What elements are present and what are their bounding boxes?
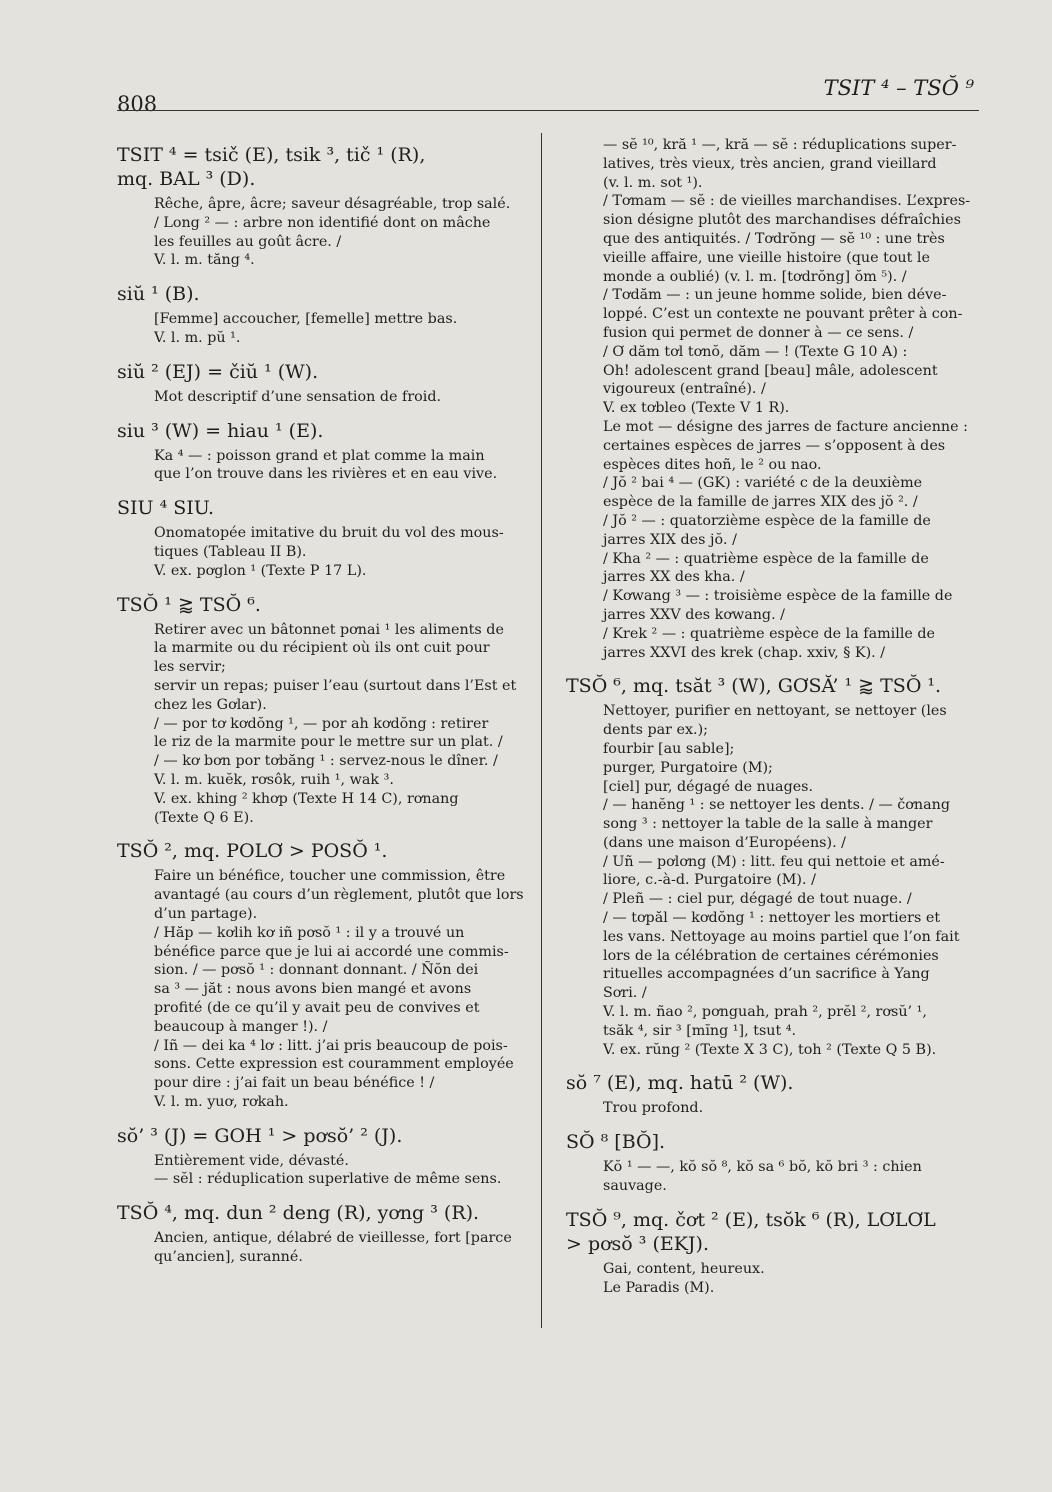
entry-definition: [154, 1152, 531, 1190]
dictionary-entry: [566, 1071, 978, 1118]
definition-line: Sơri. /: [603, 985, 647, 1002]
continuation-line: (v. l. m. sot ¹).: [603, 174, 703, 191]
definition-line: — sĕl : réduplication superlative de même sens.: [154, 1171, 502, 1188]
entry-headword: [117, 593, 531, 617]
dictionary-entry: [117, 839, 531, 1111]
dictionary-entry: [117, 282, 531, 348]
definition-line: V. l. m. kuĕk, rơsôk, ruih ¹, wak ³.: [154, 771, 394, 788]
continuation-line: / Jŏ ² bai ⁴ — (GK) : variété c de la deuxième: [603, 475, 923, 492]
definition-line: / Hăp — kơlih kơ iñ pơsŏ ¹ : il y a trouvé un: [154, 924, 465, 941]
left-column: [117, 143, 531, 1279]
headword-line: > pơsŏ ³ (EKJ).: [566, 1232, 709, 1255]
dictionary-entry: [117, 593, 531, 828]
headword-line: TSŎ ⁶, mq. tsăt ³ (W), GƠSĂ’ ¹ ⪆ TSŎ ¹.: [566, 675, 942, 698]
header-rule: [117, 110, 979, 111]
definition-line: dents par ex.);: [603, 722, 708, 739]
dictionary-entry: [566, 674, 978, 1059]
continuation-line: / Krek ² — : quatrième espèce de la famille de: [603, 625, 936, 642]
entry-definition: [603, 702, 978, 1059]
definition-line: V. ex. pơglon ¹ (Texte P 17 L).: [154, 562, 367, 579]
definition-line: d’un partage).: [154, 905, 258, 922]
entry-headword: [566, 674, 978, 698]
definition-line: le riz de la marmite pour le mettre sur un plat. /: [154, 734, 503, 751]
continuation-line: loppé. C’est un contexte ne pouvant prêter à con-: [603, 306, 963, 323]
definition-line: Entièrement vide, dévasté.: [154, 1152, 349, 1169]
definition-line: Retirer avec un bâtonnet pơnai ¹ les aliments de: [154, 621, 504, 638]
definition-line: Ancien, antique, délabré de vieillesse, fort [parce: [154, 1230, 512, 1247]
continuation-line: jarres XX des kha. /: [603, 569, 745, 586]
entry-definition: [603, 1158, 978, 1196]
definition-line: (Texte Q 6 E).: [154, 809, 254, 826]
definition-line: Faire un bénéfice, toucher une commission, être: [154, 868, 506, 885]
continuation-line: jarres XXV des kơwang. /: [603, 606, 785, 623]
entry-headword: [566, 1071, 978, 1095]
headword-line: TSŎ ⁴, mq. dun ² deng (R), yơng ³ (R).: [117, 1202, 480, 1225]
entry-headword: [566, 1130, 978, 1154]
entry-headword: [117, 1201, 531, 1225]
entry-headword: [117, 360, 531, 384]
continuation-line: sion désigne plutôt des marchandises défraîchies: [603, 212, 961, 229]
continuation-line: jarres XIX des jŏ. /: [603, 531, 737, 548]
continuation-line: vigoureux (entraîné). /: [603, 381, 766, 398]
dictionary-entry: [117, 143, 531, 270]
definition-line: Onomatopée imitative du bruit du vol des mous-: [154, 525, 504, 542]
continuation-line: certaines espèces de jarres — s’opposent à des: [603, 437, 946, 454]
entry-headword: [117, 143, 531, 191]
entry-definition: [154, 447, 531, 485]
headword-line: SŎ ⁸ [BŎ].: [566, 1131, 666, 1154]
entry-headword: [117, 282, 531, 306]
definition-line: tiques (Tableau II B).: [154, 543, 307, 560]
definition-line: bénéfice parce que je lui ai accordé une commis-: [154, 943, 509, 960]
dictionary-entry: [117, 1124, 531, 1190]
definition-line: / Uñ — pơlơng (M) : litt. feu qui nettoie et amé-: [603, 853, 945, 870]
dictionary-entry: [117, 496, 531, 580]
continuation-text: [603, 136, 978, 662]
entry-headword: [117, 1124, 531, 1148]
definition-line: Mot descriptif d’une sensation de froid.: [154, 388, 442, 405]
dictionary-entry: [117, 1201, 531, 1267]
definition-line: song ³ : nettoyer la table de la salle à manger: [603, 816, 933, 833]
entry-definition: [154, 195, 531, 270]
headword-line: TSŎ ², mq. POLƠ > POSŎ ¹.: [117, 840, 388, 863]
headword-line: mq. BAL ³ (D).: [117, 168, 256, 190]
definition-line: la marmite ou du récipient où ils ont cuit pour: [154, 640, 490, 657]
headword-line: siu ³ (W) = hiau ¹ (E).: [117, 419, 324, 442]
continuation-line: — sĕ ¹⁰, kră ¹ —, kră — sĕ : réduplications super-: [603, 137, 957, 153]
definition-line: V. ex. rŭng ² (Texte X 3 C), toh ² (Texte Q 5 B).: [603, 1041, 937, 1058]
entry-definition: [154, 867, 531, 1111]
definition-line: sa ³ — jăt : nous avons bien mangé et avons: [154, 981, 472, 998]
definition-line: purger, Purgatoire (M);: [603, 759, 773, 776]
continuation-line: Le mot — désigne des jarres de facture ancienne :: [603, 418, 968, 435]
headword-line: TSŎ ¹ ⪆ TSŎ ⁶.: [117, 593, 261, 616]
continuation-line: Oh! adolescent grand [beau] mâle, adolescent: [603, 362, 938, 379]
headword-line: sŏ’ ³ (J) = GOH ¹ > pơsŏ’ ² (J).: [117, 1124, 403, 1147]
entry-definition: [154, 524, 531, 580]
definition-line: les vans. Nettoyage au moins partiel que l’on fait: [603, 928, 960, 945]
entry-definition: [154, 388, 531, 407]
definition-line: / — hanĕng ¹ : se nettoyer les dents. / — čơnang: [603, 797, 950, 814]
definition-line: les servir;: [154, 659, 226, 676]
definition-line: Gai, content, heureux.: [603, 1260, 765, 1277]
entry-headword: [566, 1208, 978, 1256]
column-divider: [541, 133, 542, 1328]
definition-line: que l’on trouve dans les rivières et en eau vive.: [154, 466, 498, 483]
definition-line: [Femme] accoucher, [femelle] mettre bas.: [154, 311, 458, 328]
entry-definition: [603, 1099, 978, 1118]
definition-line: V. l. m. ñao ², pơnguah, prah ², prĕl ², rơsŭ’ ¹,: [603, 1004, 927, 1021]
entry-headword: [117, 496, 531, 520]
definition-line: Rêche, âpre, âcre; saveur désagréable, trop salé.: [154, 196, 511, 212]
definition-line: lors de la célébration de certaines cérémonies: [603, 947, 939, 964]
definition-line: profité (de ce qu’il y avait peu de convives et: [154, 999, 480, 1016]
definition-line: V. l. m. tăng ⁴.: [154, 252, 255, 269]
continuation-line: monde a oublié) (v. l. m. [tơdrŏng] ŏm ⁵). /: [603, 268, 907, 285]
definition-line: / — kơ bơn por tơbăng ¹ : servez-nous le dîner. /: [154, 753, 498, 770]
definition-line: chez les Gơlar).: [154, 696, 267, 713]
continuation-line: fusion qui permet de donner à — ce sens. /: [603, 324, 914, 341]
headword-line: sŏ ⁷ (E), mq. hatū ² (W).: [566, 1072, 794, 1095]
definition-line: V. l. m. yuơ, rơkah.: [154, 1093, 289, 1110]
headword-line: siŭ ¹ (B).: [117, 283, 200, 306]
definition-line: pour dire : j’ai fait un beau bénéfice ! /: [154, 1075, 435, 1092]
definition-line: Le Paradis (M).: [603, 1279, 715, 1296]
definition-line: / Long ² — : arbre non identifié dont on mâche: [154, 214, 491, 231]
definition-line: sion. / — pơsŏ ¹ : donnant donnant. / Ñŏn dei: [154, 962, 479, 979]
continuation-line: espèces dites hoñ, le ² ou nao.: [603, 456, 822, 473]
page-number: 808: [117, 92, 158, 116]
definition-line: Kŏ ¹ — —, kŏ sŏ ⁸, kŏ sa ⁶ bŏ, kŏ bri ³ : chien: [603, 1159, 922, 1176]
definition-line: V. ex. khing ² khơp (Texte H 14 C), rơnang: [154, 790, 459, 807]
definition-line: servir un repas; puiser l’eau (surtout dans l’Est et: [154, 677, 517, 694]
definition-line: Trou profond.: [603, 1100, 704, 1117]
right-entries: [566, 674, 978, 1297]
continuation-line: jarres XXVI des krek (chap. xxiv, § K). /: [603, 644, 886, 661]
definition-line: qu’ancien], suranné.: [154, 1249, 303, 1266]
definition-line: les feuilles au goût âcre. /: [154, 233, 342, 250]
entry-definition: [603, 1260, 978, 1298]
entry-definition: [154, 1229, 531, 1267]
definition-line: sauvage.: [603, 1178, 667, 1195]
definition-line: / Iñ — dei ka ⁴ lơ : litt. j’ai pris beaucoup de pois-: [154, 1037, 508, 1054]
entry-headword: [117, 839, 531, 863]
continuation-line: vieille affaire, une vieille histoire (que tout le: [603, 249, 930, 266]
definition-line: liore, c.-à-d. Purgatoire (M). /: [603, 872, 816, 889]
continuation-line: / Jŏ ² — : quatorzième espèce de la famille de: [603, 512, 931, 529]
dictionary-entry: [117, 360, 531, 407]
definition-line: / — por tơ kơdŏng ¹, — por ah kơdŏng : retirer: [154, 715, 489, 732]
definition-line: (dans une maison d’Européens). /: [603, 834, 846, 851]
definition-line: avantagé (au cours d’un règlement, plutôt que lors: [154, 887, 524, 904]
entry-headword: [117, 419, 531, 443]
headword-line: SIU ⁴ SIU.: [117, 497, 215, 520]
definition-line: / — tơpăl — kơdŏng ¹ : nettoyer les mortiers et: [603, 910, 941, 927]
continuation-line: / Kơwang ³ — : troisième espèce de la famille de: [603, 588, 953, 605]
definition-line: beaucoup à manger !). /: [154, 1018, 328, 1035]
continuation-line: / Ơ dăm tơl tơnŏ, dăm — ! (Texte G 10 A) :: [603, 343, 908, 360]
continuation-line: / Tơmam — sĕ : de vieilles marchandises. L’expres-: [603, 193, 971, 210]
entry-definition: [154, 621, 531, 828]
continuation-line: V. ex tơbleo (Texte V 1 R).: [603, 400, 790, 417]
definition-line: / Pleñ — : ciel pur, dégagé de tout nuage. /: [603, 891, 912, 908]
right-column: [566, 136, 978, 1309]
headword-line: TSŎ ⁹, mq. čơt ² (E), tsŏk ⁶ (R), LƠLƠL: [566, 1208, 936, 1231]
continuation-line: latives, très vieux, très ancien, grand vieillard: [603, 155, 937, 172]
dictionary-entry: [117, 419, 531, 485]
continuation-line: espèce de la famille de jarres XIX des jŏ ². /: [603, 494, 918, 511]
continuation-line: / Kha ² — : quatrième espèce de la famille de: [603, 550, 929, 567]
dictionary-entry: [566, 1208, 978, 1298]
definition-line: [ciel] pur, dégagé de nuages.: [603, 778, 814, 795]
continuation-line: que des antiquités. / Tơdrŏng — sĕ ¹⁰ : une très: [603, 230, 945, 247]
definition-line: Ka ⁴ — : poisson grand et plat comme la main: [154, 447, 485, 464]
definition-line: rituelles accompagnées d’un sacrifice à Yang: [603, 966, 930, 983]
headword-line: siŭ ² (EJ) = čiŭ ¹ (W).: [117, 360, 319, 383]
definition-line: Nettoyer, purifier en nettoyant, se nettoyer (les: [603, 703, 947, 720]
definition-line: V. l. m. pŭ ¹.: [154, 329, 241, 346]
definition-line: sons. Cette expression est couramment employée: [154, 1056, 514, 1073]
entry-definition: [154, 310, 531, 348]
running-title: TSIT ⁴ – TSŎ ⁹: [823, 76, 974, 100]
definition-line: tsăk ⁴, sir ³ [mĭng ¹], tsut ⁴.: [603, 1022, 797, 1039]
dictionary-entry: [566, 1130, 978, 1196]
headword-line: TSIT ⁴ = tsič (E), tsik ³, tič ¹ (R),: [117, 144, 426, 166]
continuation-line: / Tơdăm — : un jeune homme solide, bien déve-: [603, 287, 947, 304]
definition-line: fourbir [au sable];: [603, 740, 735, 757]
